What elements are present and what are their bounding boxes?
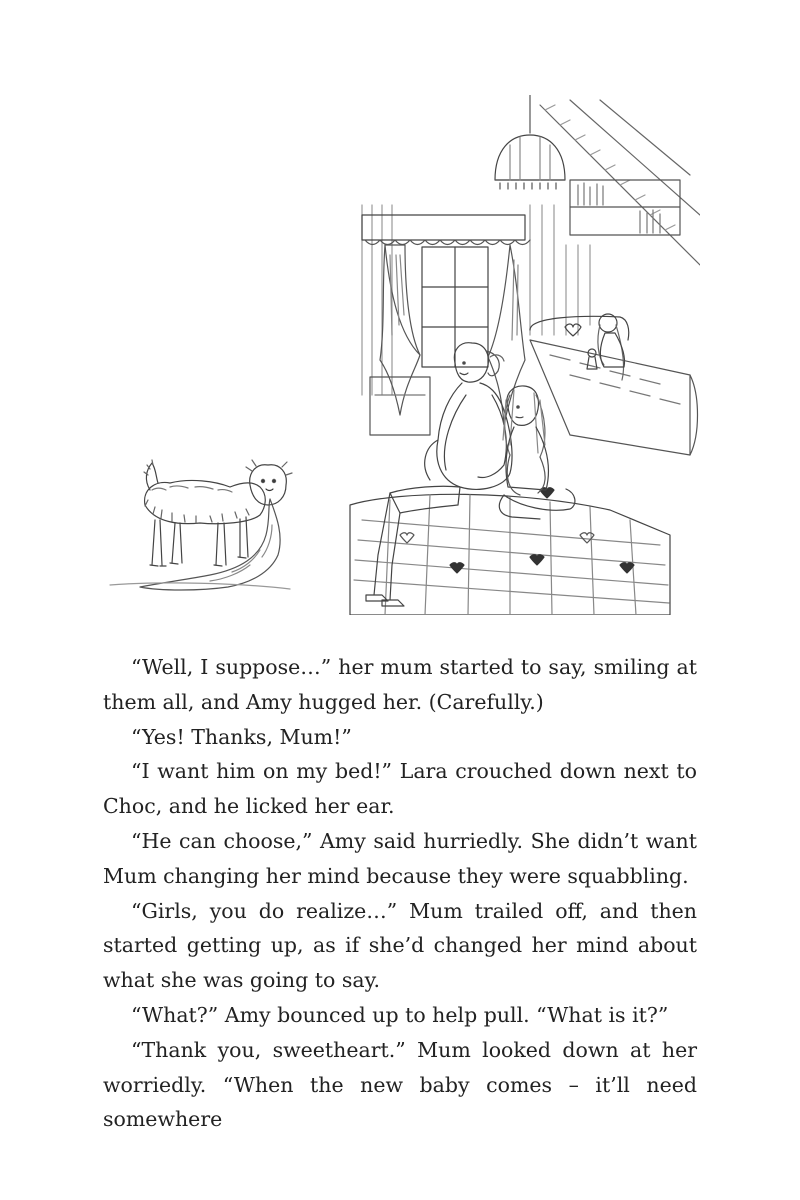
- paragraph: “What?” Amy bounced up to help pull. “What is it?”: [131, 1002, 669, 1027]
- paragraph: “Girls, you do realize…” Mum trailed off, and then started getting up, as if she’d changed her mind about what she was going to say.: [103, 898, 697, 993]
- bedroom-sketch: [100, 95, 700, 615]
- paragraph: “I want him on my bed!” Lara crouched down next to Choc, and he licked her ear.: [103, 759, 697, 819]
- paragraph: “Well, I suppose…” her mum started to say, smiling at them all, and Amy hugged her. (Carefully.): [103, 655, 697, 714]
- bedroom-scene: [350, 95, 700, 615]
- paragraph: “Thank you, sweetheart.” Mum looked down at her worriedly. “When the new baby comes – it’ll need somewhere: [103, 1037, 697, 1132]
- dog-figure: [110, 460, 292, 590]
- illustration: [100, 95, 700, 615]
- story-text: [103, 650, 697, 1137]
- girl-figure: [499, 386, 575, 519]
- paragraph: “He can choose,” Amy said hurriedly. She didn’t want Mum changing her mind because they were squabbling.: [103, 828, 697, 888]
- paragraph: “Yes! Thanks, Mum!”: [131, 724, 352, 749]
